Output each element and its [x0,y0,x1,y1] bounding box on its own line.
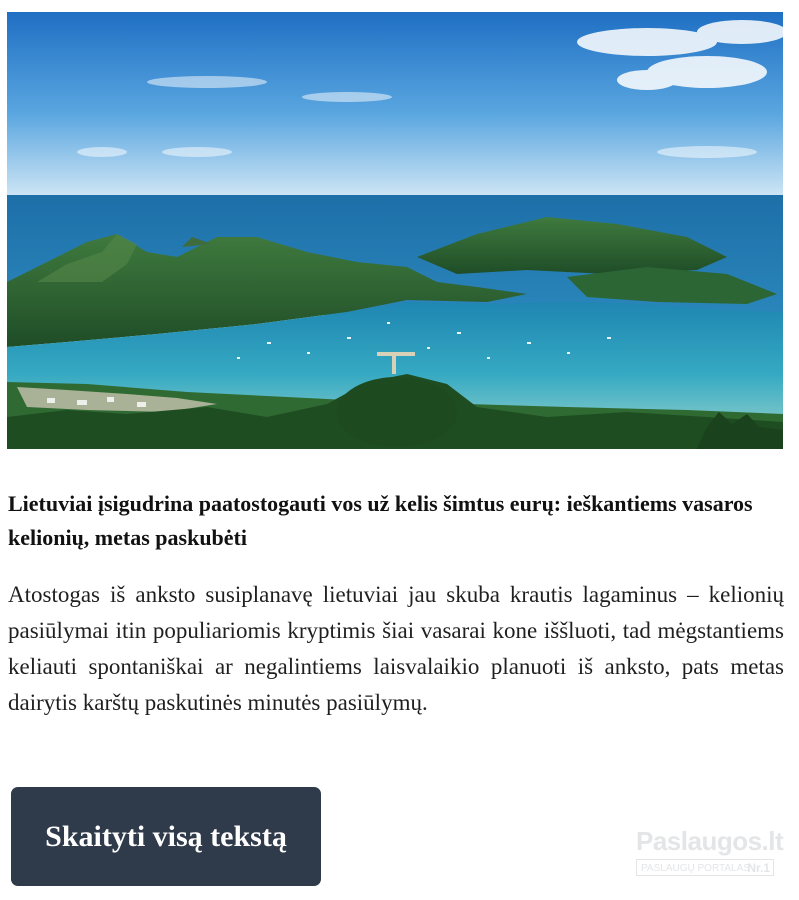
watermark-tagline: PASLAUGŲ PORTALAS [641,863,750,874]
watermark-rank: Nr.1 [747,861,770,875]
island-landscape-image [7,12,783,449]
article-image[interactable] [7,12,783,449]
watermark-name: Paslaugos.lt [636,826,784,856]
paslaugos-watermark-logo [634,826,784,878]
article-excerpt: Atostogas iš anksto susiplanavę lietuviai jau skuba krautis lagaminus – kelionių pasiūlymai itin populiariomis kryptimis šiai vasarai kone iššluoti, tad mėgstantiems keliauti spontaniškai ar negalintiems laisvalaikio planuoti iš anksto, pats metas dairytis karštų paskutinės minutės pasiūlymų. [8,582,784,715]
article-headline[interactable]: Lietuviai įsigudrina paatostogauti vos už kelis šimtus eurų: ieškantiems vasaros kelionių, metas paskubėti [8,491,753,550]
watermark-tagline-box [636,859,774,876]
read-full-text-button[interactable]: Skaityti visą tekstą [11,787,321,886]
